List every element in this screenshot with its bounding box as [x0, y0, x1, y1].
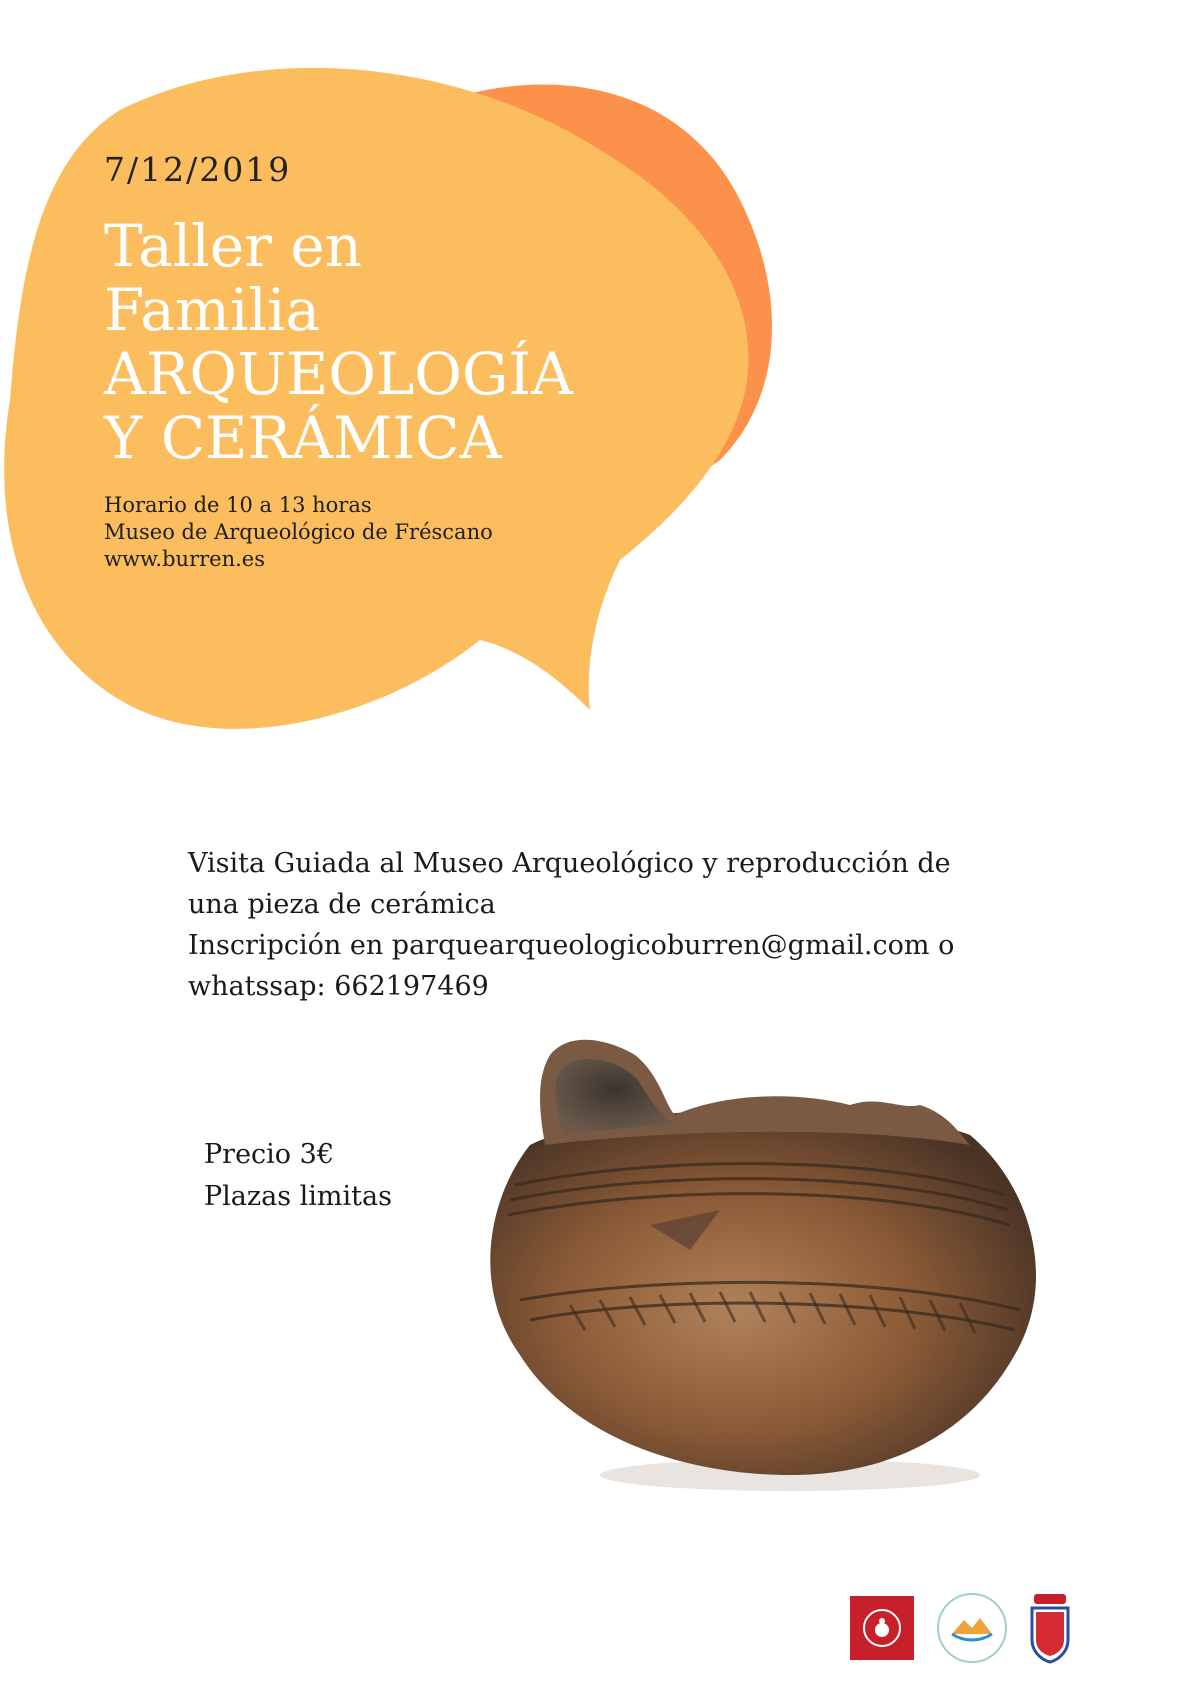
title-line-2: Familia	[104, 276, 321, 344]
event-date: 7/12/2019	[104, 150, 292, 189]
description-line-3: Inscripción en parquearqueologicoburren@gmail.com o	[188, 930, 955, 961]
ceramic-pot-image	[460, 1035, 1070, 1510]
ceramicas-logo-icon	[850, 1596, 914, 1660]
parque-arqueologico-logo-icon	[934, 1590, 1010, 1666]
price-info	[204, 1134, 392, 1218]
schedule-text: Horario de 10 a 13 horas	[104, 493, 372, 517]
event-description	[188, 843, 1088, 1007]
title-line-3: ARQUEOLOGÍA	[104, 340, 574, 408]
description-line-2: una pieza de cerámica	[188, 889, 496, 920]
event-details	[104, 492, 493, 573]
seats-text: Plazas limitas	[204, 1181, 392, 1212]
title-line-4: Y CERÁMICA	[104, 404, 502, 472]
sponsor-logos	[850, 1590, 1090, 1670]
coat-of-arms-icon	[1026, 1590, 1074, 1666]
description-line-4: whatssap: 662197469	[188, 971, 489, 1002]
title-line-1: Taller en	[104, 212, 363, 280]
description-line-1: Visita Guiada al Museo Arqueológico y reproducción de	[188, 848, 951, 879]
event-title	[104, 214, 704, 470]
website-link[interactable]: www.burren.es	[104, 547, 265, 571]
price-text: Precio 3€	[204, 1139, 335, 1170]
location-text: Museo de Arqueológico de Fréscano	[104, 520, 493, 544]
